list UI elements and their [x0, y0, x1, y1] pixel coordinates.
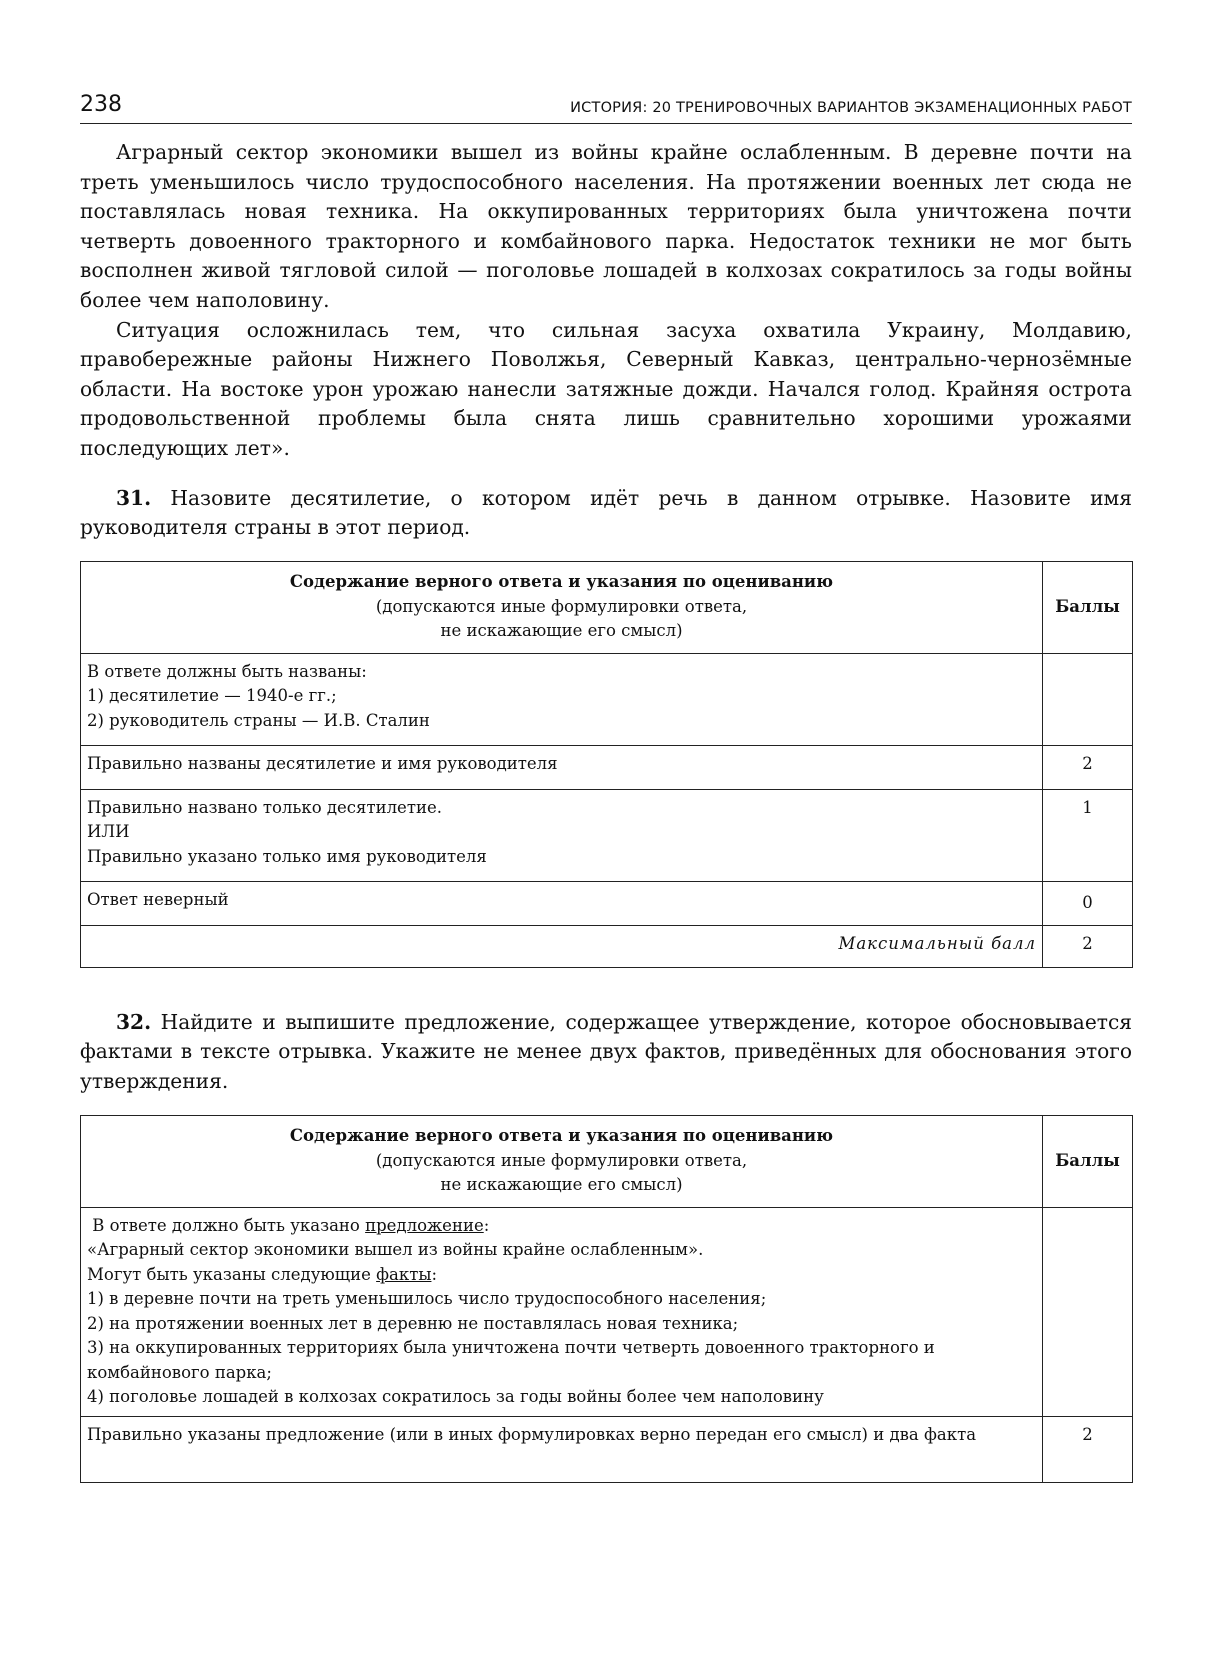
answer-intro: В ответе должны быть названы: [87, 661, 367, 681]
answer-item: 1) десятилетие — 1940-е гг.; [87, 686, 337, 706]
criterion-line: Правильно указано только имя руководителя [87, 846, 487, 866]
answer-content-cell [81, 653, 1043, 745]
criteria-header-note: не искажающие его смысл) [440, 1175, 683, 1195]
answer-content-row [81, 653, 1133, 745]
fact-item: 2) на протяжении военных лет в деревню не поставлялась новая техника; [87, 1313, 739, 1333]
answer-sentence: «Аграрный сектор экономики вышел из войны крайне ослабленным». [87, 1240, 704, 1259]
facts-intro [87, 1263, 1036, 1288]
task-31-number: 31. [116, 485, 152, 510]
task-32-question [80, 1008, 1132, 1097]
passage-paragraph: Ситуация осложнилась тем, что сильная засуха охватила Украину, Молдавию, правобережные районы Нижнего Поволжья, Северный Кавказ, центрально-чернозёмные области. На востоке урон урожаю нанесли затяжные дожди. Начался голод. Крайняя острота продовольственной проблемы была снята лишь сравнительно хорошими урожаями последующих лет». [80, 317, 1132, 460]
facts-intro-term: факты [376, 1264, 432, 1284]
answer-intro-text: В ответе должно быть указано [92, 1215, 366, 1235]
fact-item: 1) в деревне почти на треть уменьшилось число трудоспособного населения; [87, 1289, 767, 1308]
criteria-header-note: (допускаются иные формулировки ответа, [375, 1150, 748, 1170]
answer-intro-colon: : [483, 1215, 490, 1235]
facts-intro-colon: : [431, 1264, 438, 1284]
facts-intro-text: Могут быть указаны следующие [87, 1264, 377, 1284]
points-header: Баллы [1055, 596, 1120, 616]
empty-points-cell [1043, 1207, 1133, 1416]
fact-item: 3) на оккупированных территориях была уничтожена почти четверть довоенного тракторного и комбайнового парка; [87, 1338, 935, 1382]
task-31-criteria-table [80, 561, 1133, 968]
criterion-text-cell [81, 789, 1043, 881]
task-32-criteria-table [80, 1115, 1133, 1483]
answer-item: 2) руководитель страны — И.В. Сталин [87, 710, 430, 730]
criterion-points: 0 [1043, 881, 1133, 925]
task-32-number: 32. [116, 1009, 152, 1034]
answer-content-row [81, 1207, 1133, 1416]
passage-paragraph: Аграрный сектор экономики вышел из войны крайне ослабленным. В деревне почти на треть уменьшилось число трудоспособного населения. На протяжении военных лет сюда не поставлялась новая техника. На оккупированных территориях была уничтожена почти четверть довоенного тракторного и комбайнового парка. Недостаток техники не мог быть восполнен живой тягловой силой — поголовье лошадей в колхозах сократилось за годы войны более чем наполовину. [80, 140, 1132, 312]
max-score-row [81, 925, 1133, 967]
source-passage [80, 138, 1132, 464]
criterion-points: 2 [1043, 745, 1133, 789]
criteria-header-title: Содержание верного ответа и указания по оцениванию [289, 1126, 834, 1146]
criterion-points: 1 [1043, 789, 1133, 881]
criterion-text: Правильно названы десятилетие и имя руководителя [81, 745, 1043, 789]
criterion-row [81, 881, 1133, 925]
criterion-points: 2 [1043, 1416, 1133, 1482]
task-31-question [80, 484, 1132, 543]
empty-points-cell [1043, 653, 1133, 745]
criterion-text: Правильно указаны предложение (или в иных формулировках верно передан его смысл) и два факта [81, 1416, 1043, 1482]
max-score-label: Максимальный балл [81, 925, 1043, 967]
criterion-or: ИЛИ [87, 822, 130, 842]
task-31-text: Назовите десятилетие, о котором идёт речь в данном отрывке. Назовите имя руководителя страны в этот период. [80, 485, 1132, 540]
criterion-text: Ответ неверный [81, 881, 1043, 925]
fact-item: 4) поголовье лошадей в колхозах сократилось за годы войны более чем наполовину [87, 1387, 824, 1406]
criteria-header-note: не искажающие его смысл) [440, 621, 683, 641]
criteria-header-title: Содержание верного ответа и указания по оцениванию [289, 572, 834, 592]
table-header-row [81, 561, 1133, 653]
criteria-header-cell [81, 1115, 1043, 1207]
max-score-value: 2 [1043, 925, 1133, 967]
task-32-text: Найдите и выпишите предложение, содержащее утверждение, которое обосновывается фактами в тексте отрывка. Укажите не менее двух фактов, приведённых для обоснования этого утверждения. [80, 1009, 1132, 1093]
answer-intro-term: предложение [365, 1215, 484, 1235]
criterion-row [81, 789, 1133, 881]
answer-intro [87, 1214, 1036, 1239]
criterion-row [81, 745, 1133, 789]
points-header-cell [1043, 561, 1133, 653]
points-header: Баллы [1055, 1150, 1120, 1170]
criteria-header-note: (допускаются иные формулировки ответа, [375, 596, 748, 616]
page-header [80, 88, 1132, 124]
page [80, 88, 1132, 1483]
answer-content-cell [81, 1207, 1043, 1416]
points-header-cell [1043, 1115, 1133, 1207]
table-header-row [81, 1115, 1133, 1207]
criterion-line: Правильно названо только десятилетие. [87, 797, 442, 817]
criterion-row [81, 1416, 1133, 1482]
page-number: 238 [80, 92, 122, 117]
running-title: ИСТОРИЯ: 20 ТРЕНИРОВОЧНЫХ ВАРИАНТОВ ЭКЗАМЕНАЦИОННЫХ РАБОТ [570, 100, 1132, 116]
criteria-header-cell [81, 561, 1043, 653]
